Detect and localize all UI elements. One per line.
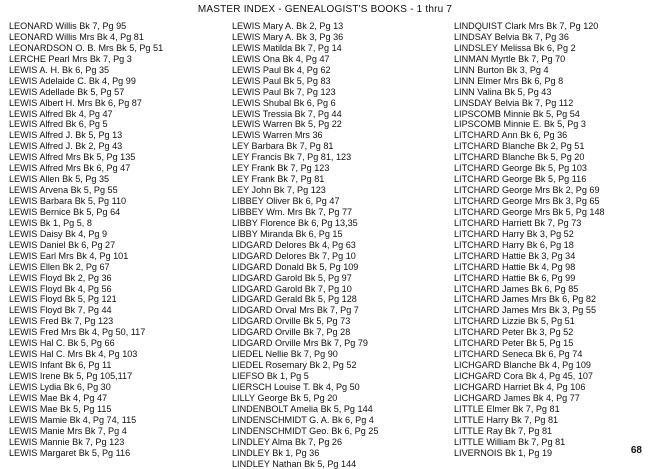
index-entry: LITCHARD Lizzie Bk 5, Pg 51 bbox=[454, 316, 644, 327]
index-entry: LEWIS Mae Bk 5, Pg 115 bbox=[9, 404, 227, 415]
index-entry: LITCHARD Harry Bk 3, Pg 52 bbox=[454, 229, 644, 240]
index-entry: LEWIS Floyd Bk 5, Pg 121 bbox=[9, 294, 227, 305]
index-entry: LITCHARD Blanche Bk 2, Pg 51 bbox=[454, 141, 644, 152]
index-entry: LINDENSCHMIDT Geo. Bk 6, Pg 25 bbox=[232, 426, 450, 437]
index-entry: LEWIS Adellade Bk 5, Pg 57 bbox=[9, 87, 227, 98]
index-entry: LEWIS Ona Bk 4, Pg 47 bbox=[232, 54, 450, 65]
index-entry: LICHGARD Blanche Bk 4, Pg 109 bbox=[454, 360, 644, 371]
index-entry: LEWIS Paul Bk 5, Pg 83 bbox=[232, 76, 450, 87]
index-entry: LIEDEL Nellie Bk 7, Pg 90 bbox=[232, 349, 450, 360]
index-entry: LEWIS Floyd Bk 2, Pg 36 bbox=[9, 273, 227, 284]
index-entry: LIPSCOMB Minnie Bk 5, Pg 54 bbox=[454, 109, 644, 120]
index-entry: LEWIS Mary A. Bk 2, Pg 13 bbox=[232, 21, 450, 32]
index-entry: LINN Burton Bk 3, Pg 4 bbox=[454, 65, 644, 76]
index-entry: LIDGARD Garold Bk 5, Pg 97 bbox=[232, 273, 450, 284]
index-entry: LEONARD Willis Bk 7, Pg 95 bbox=[9, 21, 227, 32]
index-entry: LILLY George Bk 5, Pg 20 bbox=[232, 393, 450, 404]
index-entry: LITCHARD Ann Bk 6, Pg 36 bbox=[454, 130, 644, 141]
index-entry: LERCHE Pearl Mrs Bk 7, Pg 3 bbox=[9, 54, 227, 65]
index-entry: LEY Barbara Bk 7, Pg 81 bbox=[232, 141, 450, 152]
index-entry: LEWIS Barbara Bk 5, Pg 110 bbox=[9, 196, 227, 207]
index-entry: LITCHARD George Bk 5, Pg 116 bbox=[454, 174, 644, 185]
index-entry: LIERSCH Louise T. Bk 4, Pg 50 bbox=[232, 382, 450, 393]
index-entry: LITTLE William Bk 7, Pg 81 bbox=[454, 437, 644, 448]
index-entry: LEWIS Earl Mrs Bk 4, Pg 101 bbox=[9, 251, 227, 262]
index-entry: LITTLE Elmer Bk 7, Pg 81 bbox=[454, 404, 644, 415]
index-entry: LIPSCOMB Minnie E. Bk 5, Pg 3 bbox=[454, 119, 644, 130]
index-entry: LITTLE Ray Bk 7, Pg 81 bbox=[454, 426, 644, 437]
index-column-3 bbox=[454, 21, 644, 459]
index-entry: LIDGARD Gerald Bk 5, Pg 128 bbox=[232, 294, 450, 305]
index-entry: LEWIS Manie Mrs Bk 7, Pg 4 bbox=[9, 426, 227, 437]
index-entry: LEWIS Mary A. Bk 3, Pg 36 bbox=[232, 32, 450, 43]
index-entry: LIDGARD Orville Mrs Bk 7, Pg 79 bbox=[232, 338, 450, 349]
index-entry: LEWIS Alfred J. Bk 2, Pg 43 bbox=[9, 141, 227, 152]
index-entry: LEWIS Lydia Bk 6, Pg 30 bbox=[9, 382, 227, 393]
index-entry: LINDSLEY Melissa Bk 6, Pg 2 bbox=[454, 43, 644, 54]
index-entry: LITCHARD Hattie Bk 4, Pg 98 bbox=[454, 262, 644, 273]
index-entry: LITCHARD George Mrs Bk 3, Pg 65 bbox=[454, 196, 644, 207]
index-entry: LITCHARD James Mrs Bk 3, Pg 55 bbox=[454, 305, 644, 316]
index-entry: LINN Valina Bk 5, Pg 43 bbox=[454, 87, 644, 98]
index-entry: LEWIS Floyd Bk 7, Pg 44 bbox=[9, 305, 227, 316]
index-entry: LITCHARD James Mrs Bk 6, Pg 82 bbox=[454, 294, 644, 305]
index-entry: LEWIS Hal C. Mrs Bk 4, Pg 103 bbox=[9, 349, 227, 360]
index-entry: LEWIS Alfred Mrs Bk 5, Pg 135 bbox=[9, 152, 227, 163]
index-entry: LITCHARD Harry Bk 6, Pg 18 bbox=[454, 240, 644, 251]
index-entry: LEWIS Alfred Mrs Bk 6, Pg 47 bbox=[9, 163, 227, 174]
index-entry: LITCHARD George Mrs Bk 2, Pg 69 bbox=[454, 185, 644, 196]
index-entry: LIDGARD Delores Bk 4, Pg 63 bbox=[232, 240, 450, 251]
index-entry: LEY Francis Bk 7, Pg 81, 123 bbox=[232, 152, 450, 163]
page-title: MASTER INDEX - GENEALOGIST'S BOOKS - 1 thru 7 bbox=[0, 4, 650, 15]
index-entry: LINMAN Myrtle Bk 7, Pg 70 bbox=[454, 54, 644, 65]
index-entry: LEY Frank Bk 7, Pg 81 bbox=[232, 174, 450, 185]
index-entry: LEWIS Daniel Bk 6, Pg 27 bbox=[9, 240, 227, 251]
index-entry: LEWIS Paul Bk 4, Pg 62 bbox=[232, 65, 450, 76]
index-entry: LEWIS Adelaide C. Bk 4, Pg 99 bbox=[9, 76, 227, 87]
index-entry: LEWIS Hal C. Bk 5, Pg 66 bbox=[9, 338, 227, 349]
index-entry: LEWIS Mamie Bk 4, Pg 74, 115 bbox=[9, 415, 227, 426]
index-entry: LITCHARD Blanche Bk 5, Pg 20 bbox=[454, 152, 644, 163]
index-entry: LEWIS Matilda Bk 7, Pg 14 bbox=[232, 43, 450, 54]
index-entry: LINDLEY Alma Bk 7, Pg 26 bbox=[232, 437, 450, 448]
index-entry: LEY Frank Bk 7, Pg 123 bbox=[232, 163, 450, 174]
index-entry: LEWIS Shubal Bk 6, Pg 6 bbox=[232, 98, 450, 109]
index-entry: LITCHARD James Bk 6, Pg 85 bbox=[454, 284, 644, 295]
index-entry: LEWIS Albert H. Mrs Bk 6, Pg 87 bbox=[9, 98, 227, 109]
index-entry: LITCHARD Peter Bk 5, Pg 15 bbox=[454, 338, 644, 349]
index-entry: LINDQUIST Clark Mrs Bk 7, Pg 120 bbox=[454, 21, 644, 32]
index-entry: LEWIS Arvena Bk 5, Pg 55 bbox=[9, 185, 227, 196]
index-entry: LEONARDSON O. B. Mrs Bk 5, Pg 51 bbox=[9, 43, 227, 54]
index-column-1 bbox=[9, 21, 227, 459]
index-entry: LINDSAY Belvia Bk 7, Pg 36 bbox=[454, 32, 644, 43]
index-entry: LINDLEY Nathan Bk 5, Pg 144 bbox=[232, 459, 450, 469]
index-entry: LEWIS Floyd Bk 4, Pg 56 bbox=[9, 284, 227, 295]
index-entry: LEWIS Bernice Bk 5, Pg 64 bbox=[9, 207, 227, 218]
index-entry: LEWIS Irene Bk 5, Pg 105,117 bbox=[9, 371, 227, 382]
index-entry: LINSDAY Belvia Bk 7, Pg 112 bbox=[454, 98, 644, 109]
index-entry: LEWIS Alfred J. Bk 5, Pg 13 bbox=[9, 130, 227, 141]
index-entry: LIBBY Florence Bk 6, Pg 13,35 bbox=[232, 218, 450, 229]
index-entry: LIEFSO Bk 1, Pg 5 bbox=[232, 371, 450, 382]
index-entry: LITCHARD Hattie Bk 6, Pg 99 bbox=[454, 273, 644, 284]
index-entry: LEWIS Bk 1, Pg 5, 8 bbox=[9, 218, 227, 229]
index-entry: LIEDEL Rosemary Bk 2, Pg 52 bbox=[232, 360, 450, 371]
index-entry: LIDGARD Garold Bk 7, Pg 10 bbox=[232, 284, 450, 295]
index-entry: LEWIS Fred Mrs Bk 4, Pg 50, 117 bbox=[9, 327, 227, 338]
index-entry: LEWIS Alfred Bk 4, Pg 47 bbox=[9, 109, 227, 120]
page-number: 68 bbox=[631, 445, 642, 456]
index-entry: LITCHARD Harriett Bk 7, Pg 73 bbox=[454, 218, 644, 229]
index-entry: LEWIS Warren Bk 5, Pg 22 bbox=[232, 119, 450, 130]
index-entry: LEWIS Ellen Bk 2, Pg 67 bbox=[9, 262, 227, 273]
index-entry: LIBBEY Oliver Bk 6, Pg 47 bbox=[232, 196, 450, 207]
index-entry: LEWIS Infant Bk 6, Pg 11 bbox=[9, 360, 227, 371]
index-entry: LEWIS Fred Bk 7, Pg 123 bbox=[9, 316, 227, 327]
index-entry: LITCHARD Hattie Bk 3, Pg 34 bbox=[454, 251, 644, 262]
index-entry: LIDGARD Orville Bk 5, Pg 73 bbox=[232, 316, 450, 327]
index-entry: LEWIS Daisy Bk 4, Pg 9 bbox=[9, 229, 227, 240]
index-entry: LEY John Bk 7, Pg 123 bbox=[232, 185, 450, 196]
index-entry: LEONARD Willis Mrs Bk 4, Pg 81 bbox=[9, 32, 227, 43]
index-entry: LEWIS Alfred Bk 6, Pg 5 bbox=[9, 119, 227, 130]
index-column-2 bbox=[232, 21, 450, 469]
index-entry: LINDLEY Bk 1, Pg 36 bbox=[232, 448, 450, 459]
index-entry: LIBBY Miranda Bk 6, Pg 15 bbox=[232, 229, 450, 240]
index-entry: LINN Elmer Mrs Bk 6, Pg 8 bbox=[454, 76, 644, 87]
index-entry: LIDGARD Delores Bk 7, Pg 10 bbox=[232, 251, 450, 262]
index-entry: LICHGARD Cora Bk 4, Pg 45, 107 bbox=[454, 371, 644, 382]
index-entry: LEWIS A. H. Bk 6, Pg 35 bbox=[9, 65, 227, 76]
index-entry: LEWIS Tressia Bk 7, Pg 44 bbox=[232, 109, 450, 120]
index-entry: LINDENBOLT Amelia Bk 5, Pg 144 bbox=[232, 404, 450, 415]
index-entry: LIBBEY Wm. Mrs Bk 7, Pg 77 bbox=[232, 207, 450, 218]
index-entry: LEWIS Allen Bk 5, Pg 35 bbox=[9, 174, 227, 185]
index-entry: LIDGARD Orval Mrs Bk 7, Pg 7 bbox=[232, 305, 450, 316]
index-entry: LEWIS Mae Bk 4, Pg 47 bbox=[9, 393, 227, 404]
index-entry: LEWIS Warren Mrs 36 bbox=[232, 130, 450, 141]
index-entry: LIDGARD Orville Bk 7, Pg 28 bbox=[232, 327, 450, 338]
index-entry: LINDENSCHMIDT G. A. Bk 6, Pg 4 bbox=[232, 415, 450, 426]
index-entry: LIVERNOIS Bk 1, Pg 19 bbox=[454, 448, 644, 459]
index-entry: LITCHARD George Mrs Bk 5, Pg 148 bbox=[454, 207, 644, 218]
index-entry: LEWIS Mannie Bk 7, Pg 123 bbox=[9, 437, 227, 448]
index-entry: LEWIS Paul Bk 7, Pg 123 bbox=[232, 87, 450, 98]
index-entry: LITCHARD George Bk 5, Pg 103 bbox=[454, 163, 644, 174]
index-entry: LITCHARD Peter Bk 3, Pg 52 bbox=[454, 327, 644, 338]
index-entry: LITCHARD Seneca Bk 6, Pg 74 bbox=[454, 349, 644, 360]
index-entry: LICHGARD James Bk 4, Pg 77 bbox=[454, 393, 644, 404]
index-entry: LITTLE Harry Bk 7, Pg 81 bbox=[454, 415, 644, 426]
index-entry: LICHGARD Harriet Bk 4, Pg 106 bbox=[454, 382, 644, 393]
index-entry: LEWIS Margaret Bk 5, Pg 116 bbox=[9, 448, 227, 459]
index-entry: LIDGARD Donald Bk 5, Pg 109 bbox=[232, 262, 450, 273]
